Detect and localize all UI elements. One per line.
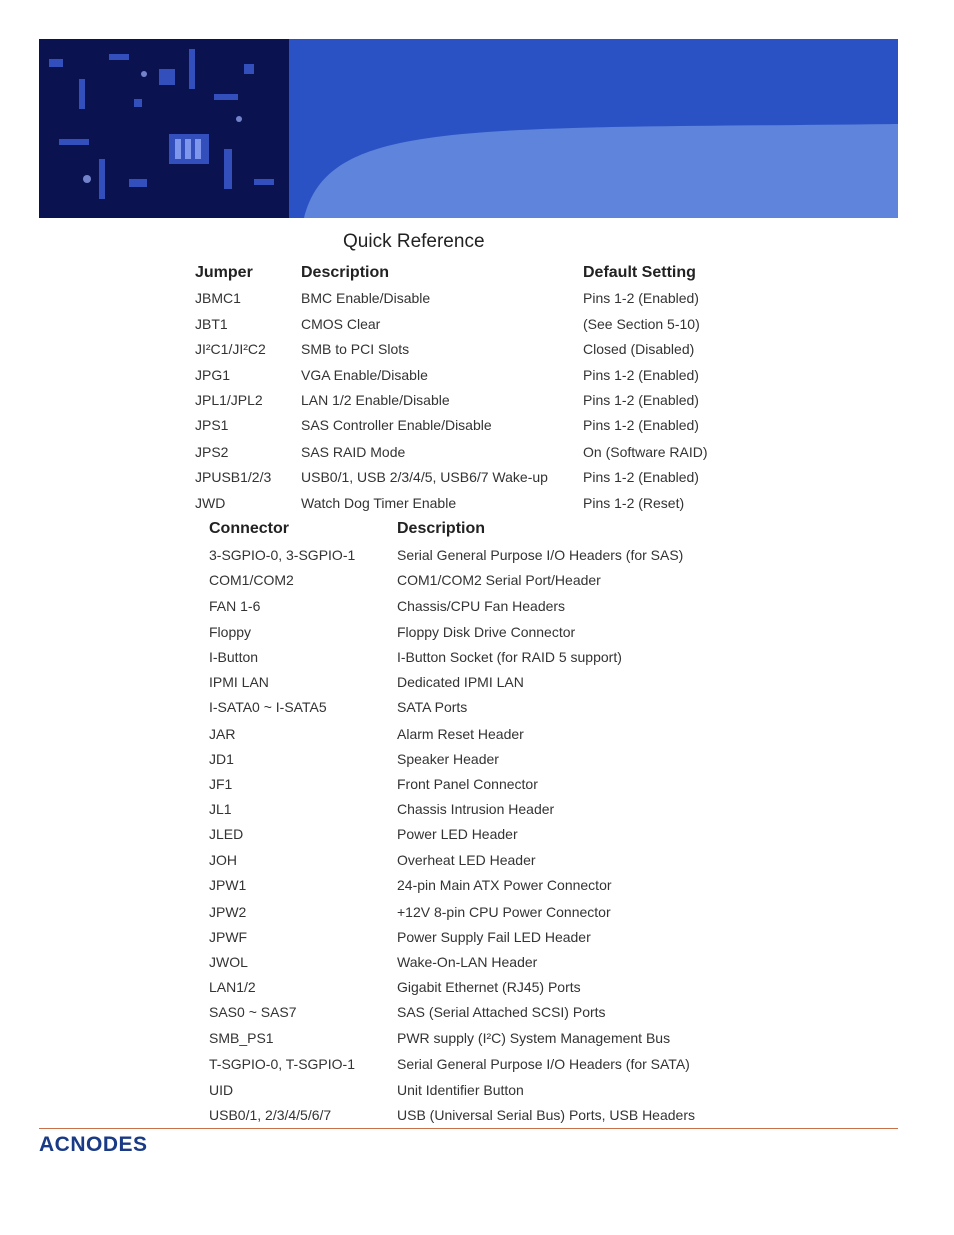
connector-id: JD1: [209, 751, 234, 767]
connector-id: JPW1: [209, 877, 247, 893]
connector-id: USB0/1, 2/3/4/5/6/7: [209, 1107, 332, 1123]
connector-id: COM1/COM2: [209, 572, 294, 588]
connector-description: Chassis/CPU Fan Headers: [397, 598, 566, 614]
jumper-description: SAS Controller Enable/Disable: [301, 417, 492, 433]
connector-id: JWOL: [209, 954, 248, 970]
connector-description: 24-pin Main ATX Power Connector: [397, 877, 612, 893]
connector-description: SATA Ports: [397, 699, 468, 715]
connector-description: Front Panel Connector: [397, 776, 538, 792]
footer-rule: [39, 1128, 898, 1129]
connector-description: I-Button Socket (for RAID 5 support): [397, 649, 622, 665]
connector-id: JOH: [209, 852, 237, 868]
jumper-header-default: Default Setting: [583, 264, 696, 281]
connector-description: Power Supply Fail LED Header: [397, 929, 591, 945]
connector-id: I-Button: [209, 649, 259, 665]
jumper-description: SAS RAID Mode: [301, 444, 406, 460]
connector-description: Serial General Purpose I/O Headers (for SATA): [397, 1056, 690, 1072]
jumper-description: BMC Enable/Disable: [301, 290, 431, 306]
jumper-default: Closed (Disabled): [583, 341, 695, 357]
connector-description: Alarm Reset Header: [397, 726, 524, 742]
jumper-description: USB0/1, USB 2/3/4/5, USB6/7 Wake-up: [301, 469, 548, 485]
connector-description: Chassis Intrusion Header: [397, 801, 555, 817]
connector-id: I-SATA0 ~ I-SATA5: [209, 699, 327, 715]
connector-id: UID: [209, 1082, 234, 1098]
jumper-id: JI²C1/JI²C2: [195, 341, 266, 357]
jumper-description: CMOS Clear: [301, 316, 381, 332]
connector-description: Speaker Header: [397, 751, 499, 767]
connector-id: FAN 1-6: [209, 598, 261, 614]
jumper-description: Watch Dog Timer Enable: [301, 495, 457, 511]
connector-description: +12V 8-pin CPU Power Connector: [397, 904, 611, 920]
brand-logo: ACNODES: [39, 1133, 148, 1156]
jumper-default: Pins 1-2 (Enabled): [583, 392, 699, 408]
jumper-default: Pins 1-2 (Enabled): [583, 469, 699, 485]
connector-id: T-SGPIO-0, T-SGPIO-1: [209, 1056, 355, 1072]
connector-description: Serial General Purpose I/O Headers (for SAS): [397, 547, 684, 563]
jumper-default: (See Section 5-10): [583, 316, 700, 332]
connector-id: JAR: [209, 726, 236, 742]
jumper-id: JPUSB1/2/3: [195, 469, 272, 485]
header-banner: [39, 39, 898, 218]
connector-id: SMB_PS1: [209, 1030, 274, 1046]
jumper-id: JPS1: [195, 417, 229, 433]
connector-description: Dedicated IPMI LAN: [397, 674, 524, 690]
connector-id: SAS0 ~ SAS7: [209, 1004, 297, 1020]
circuit-board-image: [39, 39, 898, 218]
connector-id: IPMI LAN: [209, 674, 269, 690]
connector-description: Gigabit Ethernet (RJ45) Ports: [397, 979, 581, 995]
jumper-default: On (Software RAID): [583, 444, 708, 460]
connector-description: Unit Identifier Button: [397, 1082, 524, 1098]
jumper-id: JBMC1: [195, 290, 241, 306]
jumper-default: Pins 1-2 (Enabled): [583, 417, 699, 433]
jumper-default: Pins 1-2 (Enabled): [583, 367, 699, 383]
jumper-default: Pins 1-2 (Reset): [583, 495, 685, 511]
jumper-id: JWD: [195, 495, 226, 511]
connector-header-connector: Connector: [209, 520, 289, 537]
connector-description: USB (Universal Serial Bus) Ports, USB Headers: [397, 1107, 695, 1123]
connector-description: COM1/COM2 Serial Port/Header: [397, 572, 601, 588]
jumper-id: JPL1/JPL2: [195, 392, 263, 408]
jumper-id: JPG1: [195, 367, 231, 383]
connector-header-description: Description: [397, 520, 486, 537]
connector-description: Wake-On-LAN Header: [397, 954, 538, 970]
jumper-description: LAN 1/2 Enable/Disable: [301, 392, 450, 408]
connector-description: Floppy Disk Drive Connector: [397, 624, 576, 640]
connector-id: Floppy: [209, 624, 252, 640]
jumper-default: Pins 1-2 (Enabled): [583, 290, 699, 306]
connector-description: Power LED Header: [397, 826, 518, 842]
connector-id: 3-SGPIO-0, 3-SGPIO-1: [209, 547, 356, 563]
connector-id: JLED: [209, 826, 244, 842]
jumper-id: JPS2: [195, 444, 229, 460]
connector-description: SAS (Serial Attached SCSI) Ports: [397, 1004, 606, 1020]
connector-id: JF1: [209, 776, 233, 792]
connector-description: PWR supply (I²C) System Management Bus: [397, 1030, 671, 1046]
page-title: Quick Reference: [343, 231, 485, 252]
connector-description: Overheat LED Header: [397, 852, 536, 868]
jumper-header-description: Description: [301, 264, 390, 281]
connector-id: LAN1/2: [209, 979, 256, 995]
jumper-description: VGA Enable/Disable: [301, 367, 428, 383]
jumper-id: JBT1: [195, 316, 228, 332]
jumper-description: SMB to PCI Slots: [301, 341, 410, 357]
connector-id: JPWF: [209, 929, 248, 945]
jumper-header-jumper: Jumper: [195, 264, 253, 281]
connector-id: JL1: [209, 801, 232, 817]
connector-id: JPW2: [209, 904, 247, 920]
